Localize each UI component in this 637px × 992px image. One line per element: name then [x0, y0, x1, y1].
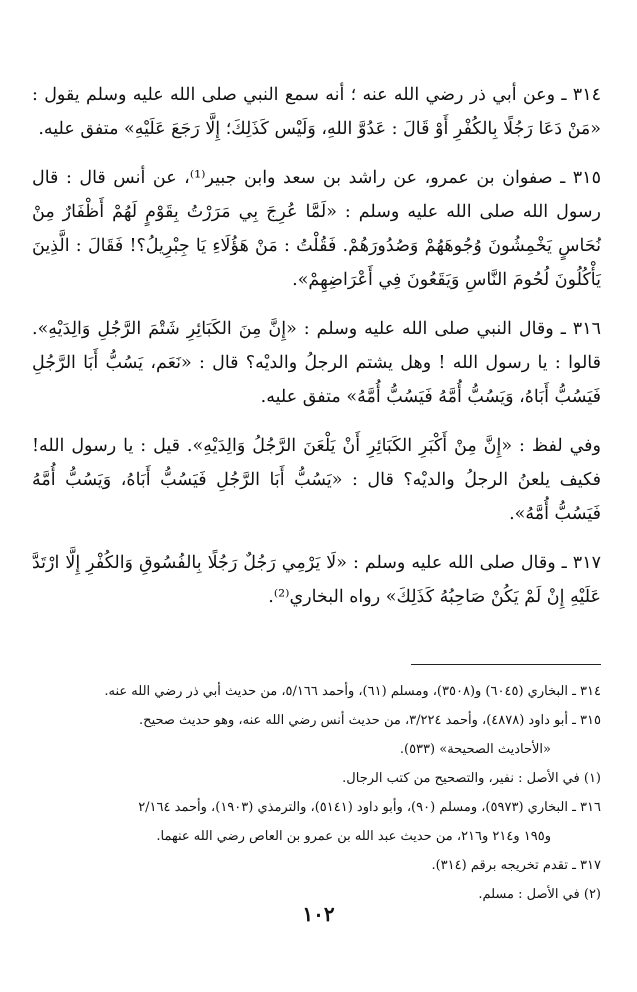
hadith-314: ٣١٤ ـ وعن أبي ذر رضي الله عنه ؛ أنه سمع النبي صلى الله عليه وسلم يقول : «مَنْ دَعَا رَجُلًا بِالكُفْرِ أَوْ قَالَ : عَدُوَّ اللهِ، وَلَيْس كَذَلِكَ؛ إِلَّا رَجَعَ عَلَيْهِ» متفق عليه. — [32, 85, 601, 139]
footnote-316-cont: و١٩٥ و٢١٤ و٢١٦، من حديث عبد الله بن عمرو بن العاص رضي الله عنهما. — [156, 829, 551, 844]
footnotes — [32, 677, 601, 909]
footnote-315-cont: «الأحاديث الصحيحة» (٥٣٣). — [399, 742, 551, 757]
hadith-317: ٣١٧ ـ وقال صلى الله عليه وسلم : «لَا يَرْمِي رَجُلٌ رَجُلًا بِالفُسُوقِ وَالكُفْرِ إِلَّا ارْتَدَّ عَلَيْهِ إِنْ لَمْ يَكُنْ صَاحِبُهُ كَذَلِكَ» رواه البخاري⁽²⁾. — [32, 553, 601, 607]
hadith-316: ٣١٦ ـ وقال النبي صلى الله عليه وسلم : «إِنَّ مِنَ الكَبَائِرِ شَتْمَ الرَّجُلِ وَالِدَيْهِ». قالوا : يا رسول الله ! وهل يشتم الرجلُ والديْه؟ قال : «نَعَم، يَسُبُّ أَبَا الرَّجُلِ فَيَسُبُّ أَبَاهُ، وَيَسُبُّ أُمَّهُ فَيَسُبُّ أُمَّهُ» متفق عليه. — [32, 319, 601, 407]
hadith-316-variant: وفي لفظ : «إِنَّ مِنْ أَكْبَرِ الكَبَائِرِ أَنْ يَلْعَنَ الرَّجُلُ وَالِدَيْهِ». قيل : يا رسول الله! فكيف يلعنُ الرجلُ والديْه؟ قال : «يَسُبُّ أَبَا الرَّجُلِ فَيَسُبُّ أَبَاهُ، وَيَسُبُّ أُمَّهُ فَيَسُبُّ أُمَّهُ». — [32, 436, 601, 524]
footnote-317: ٣١٧ ـ تقدم تخريجه برقم (٣١٤). — [431, 858, 601, 873]
footnote-divider — [411, 664, 601, 665]
footnote-314: ٣١٤ ـ البخاري (٦٠٤٥) و(٣٥٠٨)، ومسلم (٦١)، وأحمد ٥/١٦٦، من حديث أبي ذر رضي الله عنه. — [104, 684, 601, 699]
page-number: ١٠٢ — [302, 902, 335, 926]
hadith-315: ٣١٥ ـ صفوان بن عمرو، عن راشد بن سعد وابن جبير⁽¹⁾، عن أنس قال : قال رسول الله صلى الله عليه وسلم : «لَمَّا عُرِجَ بِي مَرَرْتُ بِقَوْمٍ لَهُمْ أَظْفَارٌ مِنْ نُحَاسٍ يَخْمِشُونَ وُجُوهَهُمْ وَصُدُورَهُمْ. فَقُلْتُ : مَنْ هَؤُلَاءِ يَا جِبْرِيلُ؟! فَقَالَ : الَّذِينَ يَأْكُلُونَ لُحُومَ النَّاسِ وَيَقَعُونَ فِي أَعْرَاضِهِمْ». — [32, 168, 601, 290]
footnote-marker-1: (١) في الأصل : نفير، والتصحيح من كتب الرجال. — [342, 771, 601, 786]
main-text — [32, 78, 601, 629]
footnote-marker-2: (٢) في الأصل : مسلم. — [478, 887, 601, 902]
footnote-316: ٣١٦ ـ البخاري (٥٩٧٣)، ومسلم (٩٠)، وأبو داود (٥١٤١)، والترمذي (١٩٠٣)، وأحمد ٢/١٦٤ — [138, 800, 601, 815]
footnote-315: ٣١٥ ـ أبو داود (٤٨٧٨)، وأحمد ٣/٢٢٤، من حديث أنس رضي الله عنه، وهو حديث صحيح. — [139, 713, 601, 728]
